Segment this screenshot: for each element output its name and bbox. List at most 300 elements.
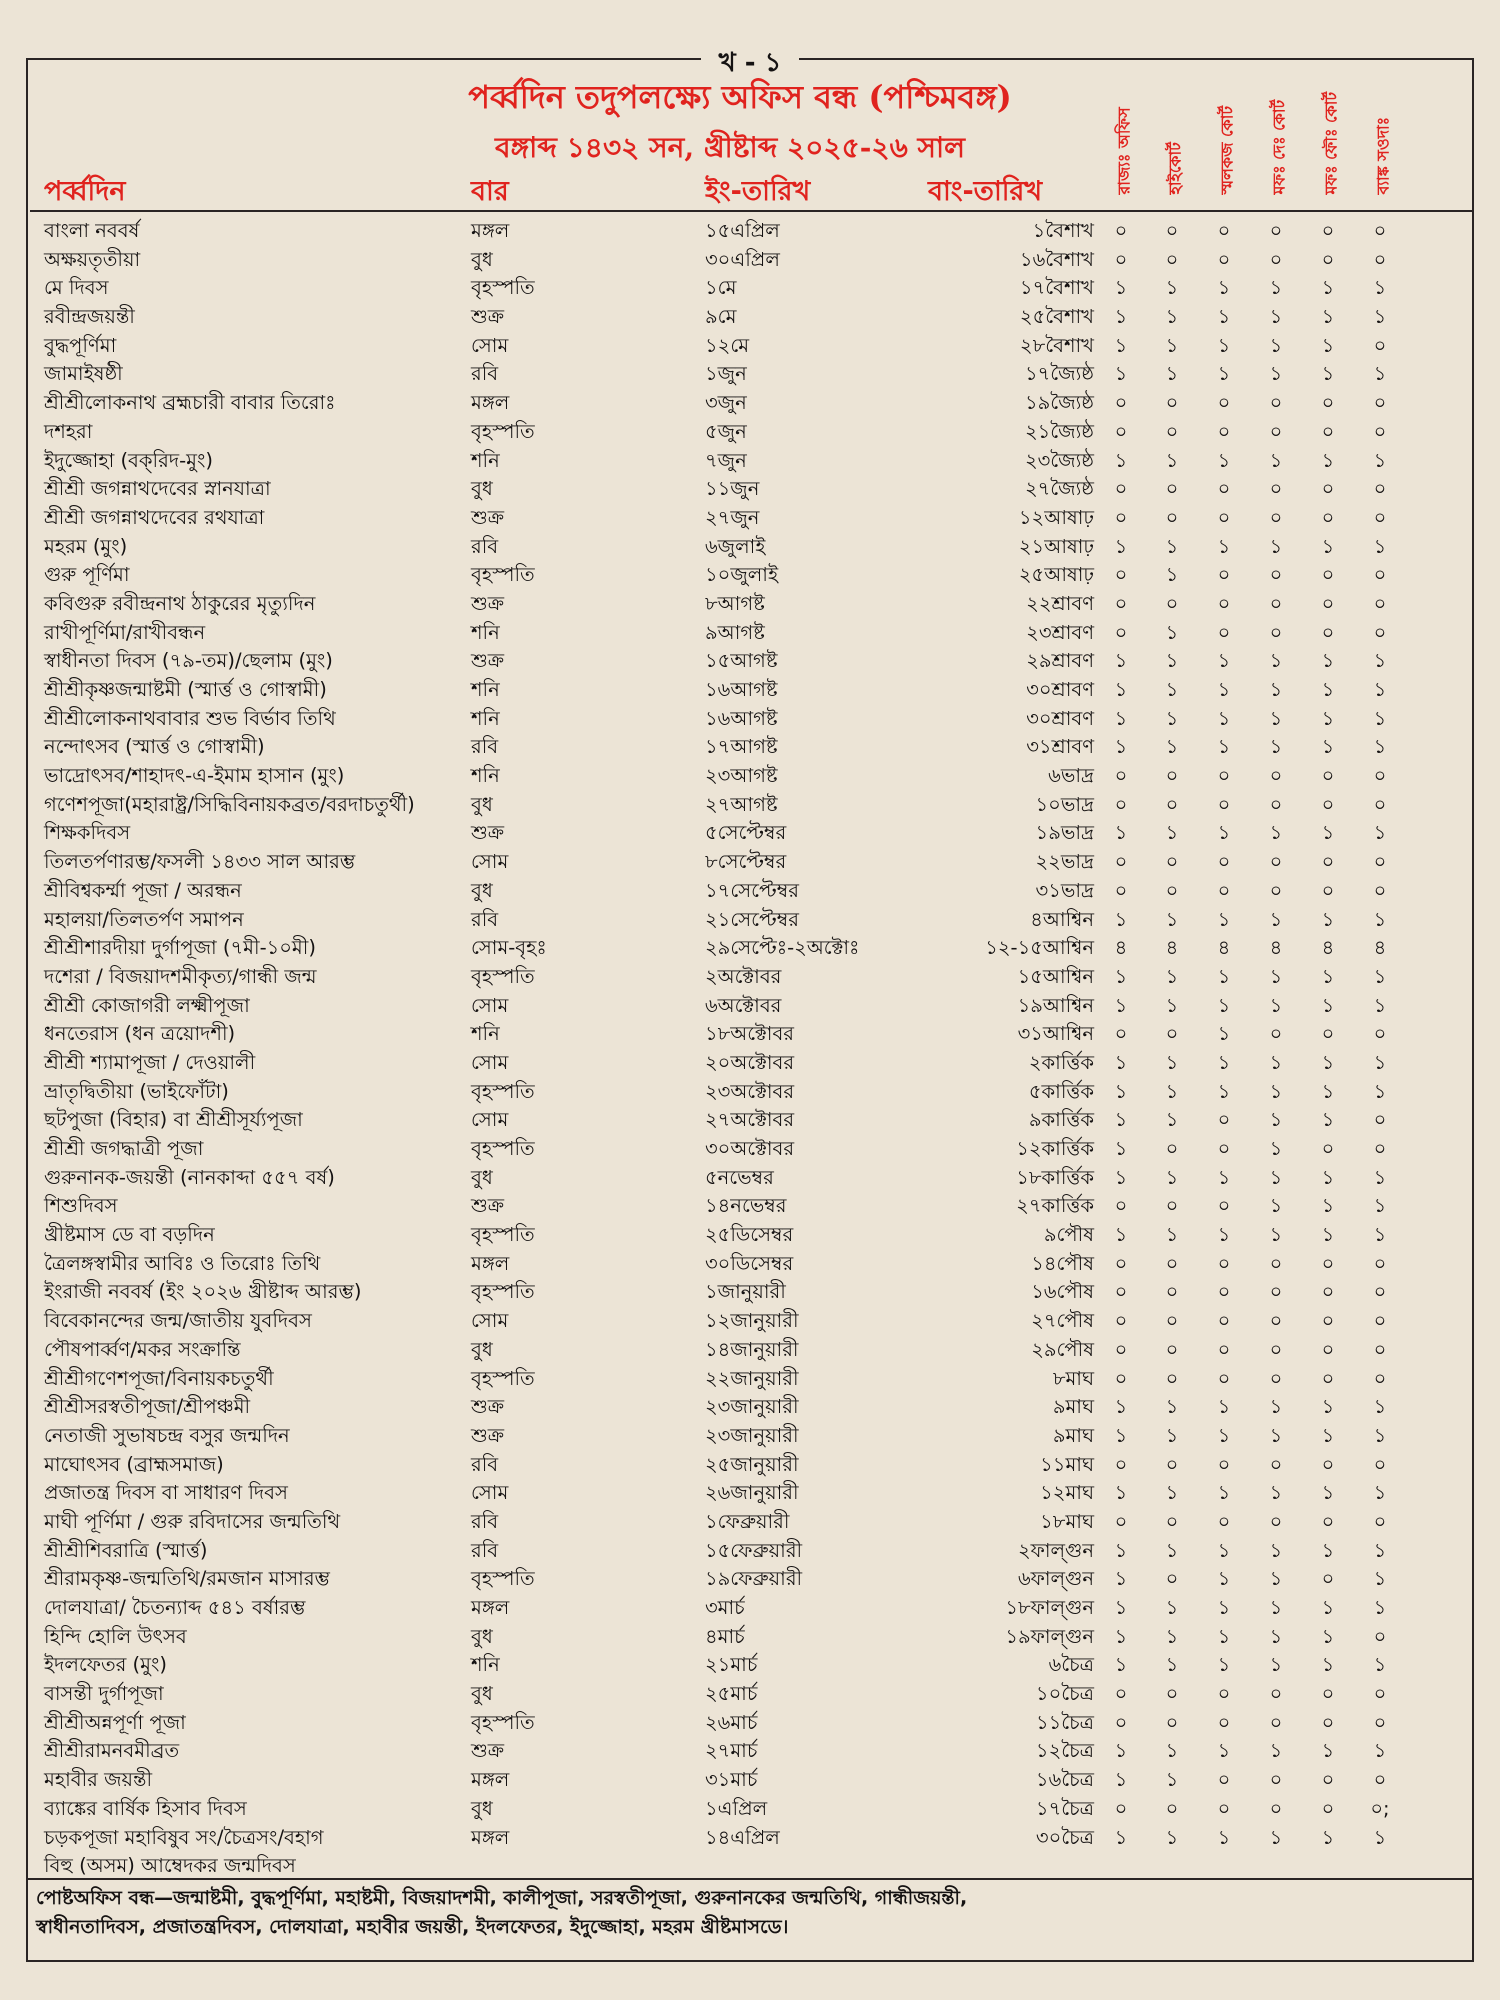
bengali-date: ৫কার্ত্তিক: [1028, 1079, 1094, 1103]
post-office-list-1: —জন্মাষ্টমী, বুদ্ধপূর্ণিমা, মহাষ্টমী, বিজয়াদশমী, কালীপূজা, সরস্বতীপূজা, গুরুনানকের জন্মতিথি, গান্ধীজয়ন্তী,: [154, 1887, 968, 1909]
festival-name: মহালয়া/তিলতর্পণ সমাপন: [44, 907, 244, 931]
bengali-date: ২২ভাদ্র: [1035, 850, 1094, 874]
english-date: ১মে: [705, 276, 737, 300]
holiday-flag: ০: [1373, 219, 1387, 242]
bengali-date: ৩০শ্রাবণ: [1026, 706, 1094, 730]
holiday-flag: ০: [1321, 1309, 1335, 1333]
holiday-flag: ৪: [1269, 936, 1283, 960]
english-date: ২৯সেপ্টেঃ-২অক্টোঃ: [705, 936, 860, 960]
post-office-label: পোষ্টঅফিস বন্ধ: [36, 1887, 155, 1909]
festival-name: শ্রীশ্রীরামনবমীব্রত: [44, 1739, 180, 1763]
holiday-flag: ১: [1217, 1423, 1231, 1447]
weekday: বৃহস্পতি: [471, 276, 535, 300]
holiday-flag: ০: [1114, 764, 1128, 788]
holiday-flag: ১: [1217, 1050, 1231, 1074]
weekday: সোম-বৃহঃ: [471, 936, 547, 960]
holiday-flag: ১: [1321, 534, 1335, 558]
weekday: বুধ: [471, 247, 493, 271]
holiday-flag: ১: [1114, 448, 1128, 472]
holiday-flag: ১: [1114, 534, 1128, 558]
holiday-flag: ০: [1373, 1337, 1387, 1361]
holiday-flag: ১: [1114, 649, 1128, 673]
holiday-flag: ১: [1165, 735, 1179, 759]
holiday-flag: ০: [1321, 419, 1335, 443]
holiday-flag: ০: [1217, 1366, 1231, 1390]
table-row: [0, 360, 1500, 389]
holiday-flag: ১: [1165, 649, 1179, 673]
holiday-flag: ১: [1373, 1050, 1387, 1074]
header-state-office: রাজ্যঃ অফিস: [1114, 107, 1134, 195]
holiday-flag: ১: [1321, 735, 1335, 759]
holiday-flag: ১: [1321, 993, 1335, 1017]
holiday-flag: ১: [1114, 735, 1128, 759]
weekday: শনি: [471, 1653, 500, 1677]
table-row: [0, 1680, 1500, 1709]
english-date: ২৭অক্টোবর: [705, 1108, 795, 1132]
holiday-flag: ০: [1373, 1768, 1387, 1792]
holiday-flag: ০: [1165, 1710, 1179, 1734]
table-row: [0, 217, 1500, 246]
weekday: শুক্র: [471, 1423, 505, 1447]
holiday-flag: ০: [1373, 1309, 1387, 1333]
english-date: ১জুন: [705, 362, 747, 386]
holiday-flag: ১: [1373, 1194, 1387, 1218]
festival-name: শ্রীশ্রী শ্যামাপূজা / দেওয়ালী: [44, 1050, 256, 1074]
holiday-flag: ০: [1114, 1509, 1128, 1533]
festival-name: দশহরা: [44, 419, 93, 443]
holiday-flag: ০: [1321, 1251, 1335, 1275]
holiday-flag: ১: [1321, 1050, 1335, 1074]
weekday: বুধ: [471, 477, 493, 501]
holiday-flag: ১: [1321, 1223, 1335, 1247]
header-divider: [30, 210, 1472, 212]
festival-name: শ্রীরামকৃষ্ণ-জন্মতিথি/রমজান মাসারম্ভ: [44, 1567, 330, 1591]
holiday-flag: ১: [1269, 1395, 1283, 1419]
holiday-flag: ১: [1321, 276, 1335, 300]
bengali-date: ১৯জ্যৈষ্ঠ: [1025, 391, 1094, 415]
weekday: শনি: [471, 448, 500, 472]
holiday-flag: ০: [1269, 764, 1283, 788]
english-date: ৬অক্টোবর: [705, 993, 782, 1017]
holiday-flag: ১: [1321, 1108, 1335, 1132]
festival-name: শ্রীশ্রীগণেশপূজা/বিনায়কচতুর্থী: [44, 1366, 274, 1390]
holiday-flag: ০: [1114, 1251, 1128, 1275]
weekday: শুক্র: [471, 649, 505, 673]
holiday-flag: ১: [1269, 1624, 1283, 1648]
weekday: শনি: [471, 706, 500, 730]
bengali-date: ১৬চৈত্র: [1035, 1768, 1094, 1792]
holiday-flag: ১: [1165, 1653, 1179, 1677]
english-date: ২৫ডিসেম্বর: [705, 1223, 794, 1247]
weekday: বৃহস্পতি: [471, 1079, 535, 1103]
holiday-flag: ১: [1114, 678, 1128, 701]
holiday-flag: ১: [1114, 1137, 1128, 1160]
english-date: ২১মার্চ: [705, 1653, 758, 1677]
table-row: [0, 447, 1500, 476]
english-date: ১৪নভেম্বর: [705, 1194, 787, 1218]
bengali-date: ১৮ফাল্গুন: [1005, 1596, 1094, 1619]
holiday-flag: ১: [1165, 1223, 1179, 1247]
holiday-flag: ০: [1217, 1682, 1231, 1706]
festival-name: ইদলফেতর (মুং): [44, 1653, 167, 1677]
festival-name: মাঘোৎসব (ব্রাহ্মসমাজ): [44, 1452, 224, 1476]
bengali-date: ২৫আষাঢ়: [1018, 563, 1094, 587]
holiday-flag: ১: [1165, 1050, 1179, 1074]
holiday-flag: ০: [1217, 1194, 1231, 1218]
holiday-flag: ১: [1114, 1423, 1128, 1447]
holiday-flag: ০: [1217, 505, 1231, 529]
holiday-flag: ১: [1217, 649, 1231, 673]
bengali-date: ১২আষাঢ়: [1018, 505, 1094, 529]
holiday-flag: ১: [1165, 1624, 1179, 1648]
holiday-flag: ০: [1114, 1710, 1128, 1734]
weekday: শনি: [471, 1022, 500, 1046]
holiday-flag: ০: [1373, 247, 1387, 271]
holiday-flag: ০: [1217, 878, 1231, 902]
holiday-table: [0, 217, 1500, 1881]
festival-name: বাংলা নববর্ষ: [44, 219, 140, 242]
holiday-flag: ১: [1165, 276, 1179, 300]
holiday-flag: ১: [1217, 276, 1231, 300]
holiday-flag: ১: [1321, 305, 1335, 329]
holiday-flag: ০: [1373, 764, 1387, 788]
holiday-flag: ১: [1217, 1653, 1231, 1677]
bengali-date: ২১আষাঢ়: [1018, 534, 1094, 558]
holiday-flag: ০: [1165, 1366, 1179, 1390]
festival-name: শ্রীশ্রী জগন্নাথদেবের রথযাত্রা: [44, 505, 265, 529]
table-row: [0, 533, 1500, 562]
holiday-flag: ০: [1321, 219, 1335, 242]
holiday-flag: ১: [1217, 964, 1231, 988]
holiday-flag: ১: [1269, 1825, 1283, 1849]
table-row: [0, 733, 1500, 762]
festival-name: মহরম (মুং): [44, 534, 128, 558]
holiday-flag: ০: [1114, 563, 1128, 587]
holiday-flag: ১: [1217, 1596, 1231, 1619]
holiday-flag: ১: [1373, 534, 1387, 558]
holiday-flag: ১: [1373, 1079, 1387, 1103]
table-row: [0, 1336, 1500, 1365]
holiday-flag: ১: [1321, 678, 1335, 701]
festival-name: শ্রীশ্রীসরস্বতীপূজা/শ্রীপঞ্চমী: [44, 1395, 251, 1419]
english-date: ২০অক্টোবর: [705, 1050, 795, 1074]
english-date: ১৮অক্টোবর: [705, 1022, 795, 1046]
holiday-flag: ১: [1269, 1423, 1283, 1447]
table-row: [0, 647, 1500, 676]
bengali-date: ১১মাঘ: [1040, 1452, 1094, 1476]
holiday-flag: ০: [1165, 1194, 1179, 1218]
holiday-flag: ১: [1165, 1538, 1179, 1562]
holiday-flag: ১: [1321, 649, 1335, 673]
table-row: [0, 1250, 1500, 1279]
festival-name: শ্রীবিশ্বকর্ম্মা পূজা / অরন্ধন: [44, 878, 242, 902]
holiday-flag: ০: [1114, 591, 1128, 615]
bengali-date: ১৯আশ্বিন: [1017, 993, 1094, 1017]
bengali-date: ২৩শ্রাবণ: [1026, 620, 1094, 644]
weekday: বুধ: [471, 1796, 493, 1820]
holiday-flag: ০: [1114, 1796, 1128, 1820]
holiday-flag: ১: [1321, 1481, 1335, 1505]
festival-name: ব্যাঙ্কের বার্ষিক হিসাব দিবস: [44, 1796, 247, 1820]
header-criminal-court: মফঃ ফৌঃ কোর্ট: [1321, 91, 1341, 195]
bengali-date: ১৬পৌষ: [1031, 1280, 1094, 1304]
holiday-flag: ৪: [1373, 936, 1387, 960]
bengali-date: ২৭জ্যৈষ্ঠ: [1024, 477, 1094, 501]
holiday-flag: ০: [1373, 477, 1387, 501]
holiday-flag: ১: [1217, 1481, 1231, 1505]
festival-name: শ্রীশ্রীলোকনাথবাবার শুভ বির্ভাব তিথি: [44, 706, 336, 730]
festival-name: ত্রৈলঙ্গস্বামীর আবিঃ ও তিরোঃ তিথি: [44, 1251, 321, 1275]
table-row: [0, 705, 1500, 734]
holiday-flag: ৪: [1321, 936, 1335, 960]
holiday-flag: ০: [1269, 591, 1283, 615]
festival-name: গুরুনানক-জয়ন্তী (নানকাব্দা ৫৫৭ বর্ষ): [44, 1165, 335, 1189]
weekday: রবি: [471, 1452, 499, 1476]
english-date: ৪মার্চ: [705, 1624, 745, 1648]
english-date: ১১জুন: [705, 477, 760, 501]
holiday-flag: ১: [1373, 1481, 1387, 1505]
festival-name: স্বাধীনতা দিবস (৭৯-তম)/ছেলাম (মুং): [44, 649, 333, 673]
english-date: ২৩অক্টোবর: [705, 1079, 795, 1103]
holiday-flag: ০: [1269, 850, 1283, 874]
holiday-flag: ১: [1165, 620, 1179, 644]
weekday: বৃহস্পতি: [471, 563, 535, 587]
festival-name: বুদ্ধপূর্ণিমা: [44, 333, 117, 357]
holiday-flag: ১: [1217, 1022, 1231, 1046]
weekday: সোম: [471, 993, 509, 1017]
holiday-flag: ০: [1217, 1251, 1231, 1275]
holiday-flag: ১: [1217, 907, 1231, 931]
bengali-date: ১৪পৌষ: [1031, 1251, 1094, 1275]
festival-name: নন্দোৎসব (স্মার্ত্ত ও গোস্বামী): [44, 735, 265, 759]
holiday-flag: ১: [1165, 563, 1179, 587]
holiday-flag: ০: [1165, 878, 1179, 902]
festival-name: তিলতর্পণারম্ভ/ফসলী ১৪৩৩ সাল আরম্ভ: [44, 850, 356, 874]
holiday-flag: ০: [1373, 1452, 1387, 1476]
table-row: [0, 877, 1500, 906]
holiday-flag: ১: [1217, 1223, 1231, 1247]
holiday-flag: ১: [1373, 1596, 1387, 1619]
table-row: [0, 1795, 1500, 1824]
holiday-flag: ০: [1217, 1137, 1231, 1160]
festival-name: ধনতেরাস (ধন ত্রয়োদশী): [44, 1022, 236, 1046]
table-row: [0, 1479, 1500, 1508]
holiday-flag: ০: [1269, 1796, 1283, 1820]
holiday-flag: ০: [1269, 1251, 1283, 1275]
weekday: বুধ: [471, 878, 493, 902]
holiday-flag: ০: [1321, 1337, 1335, 1361]
holiday-flag: ১: [1373, 678, 1387, 701]
holiday-flag: ০: [1321, 477, 1335, 501]
holiday-flag: ০: [1217, 764, 1231, 788]
holiday-flag: ১: [1165, 1481, 1179, 1505]
bengali-date: ৯মাঘ: [1052, 1395, 1094, 1419]
bengali-date: ১বৈশাখ: [1032, 219, 1094, 242]
holiday-flag: ০: [1321, 591, 1335, 615]
holiday-flag: ০: [1217, 1796, 1231, 1820]
holiday-flag: ০: [1217, 1309, 1231, 1333]
bengali-date: ২৭পৌষ: [1031, 1309, 1094, 1333]
holiday-flag: ০: [1165, 391, 1179, 415]
bengali-date: ৩১শ্রাবণ: [1026, 735, 1094, 759]
holiday-flag: ০: [1217, 1710, 1231, 1734]
table-row: [0, 1135, 1500, 1164]
weekday: সোম: [471, 333, 509, 357]
holiday-flag: ১: [1373, 276, 1387, 300]
holiday-flag: ৪: [1217, 936, 1231, 960]
table-row: [0, 1106, 1500, 1135]
english-date: ১২জানুয়ারী: [705, 1309, 799, 1333]
holiday-flag: ১: [1373, 1165, 1387, 1189]
weekday: রবি: [471, 534, 499, 558]
weekday: মঙ্গল: [471, 1596, 510, 1619]
table-row: [0, 303, 1500, 332]
holiday-flag: ১: [1114, 362, 1128, 386]
holiday-flag: ১: [1165, 333, 1179, 357]
bengali-date: ১২মাঘ: [1040, 1481, 1094, 1505]
bengali-date: ১২চৈত্র: [1035, 1739, 1094, 1763]
holiday-flag: ০: [1114, 1280, 1128, 1304]
festival-name: নেতাজী সুভাষচন্দ্র বসুর জন্মদিন: [44, 1423, 290, 1447]
weekday: শনি: [471, 764, 500, 788]
holiday-flag: ১: [1269, 1194, 1283, 1218]
bengali-date: ১৭জ্যৈষ্ঠ: [1024, 362, 1094, 386]
holiday-flag: ০: [1269, 1710, 1283, 1734]
bengali-date: ১৫আশ্বিন: [1017, 964, 1094, 988]
holiday-flag: ১: [1114, 821, 1128, 845]
holiday-flag: ০: [1165, 1682, 1179, 1706]
english-date: ১৪জানুয়ারী: [705, 1337, 799, 1361]
holiday-flag: ৪: [1165, 936, 1179, 960]
bengali-date: ৬চৈত্র: [1048, 1653, 1094, 1677]
holiday-flag: ০: [1165, 1309, 1179, 1333]
holiday-flag: ১: [1114, 1825, 1128, 1849]
bengali-date: ১৭বৈশাখ: [1019, 276, 1094, 300]
holiday-flag: ১: [1114, 1567, 1128, 1591]
bengali-date: ৬ফাল্গুন: [1017, 1567, 1094, 1591]
holiday-flag: ০: [1321, 247, 1335, 271]
holiday-flag: ১: [1165, 1739, 1179, 1763]
holiday-flag: ১: [1269, 448, 1283, 472]
weekday: বৃহস্পতি: [471, 1223, 535, 1247]
festival-name: মে দিবস: [44, 276, 109, 300]
holiday-flag: ১: [1165, 706, 1179, 730]
table-row: [0, 791, 1500, 820]
holiday-flag: ১: [1321, 1194, 1335, 1218]
weekday: রবি: [471, 1509, 499, 1533]
holiday-flag: ১: [1269, 276, 1283, 300]
weekday: সোম: [471, 1108, 509, 1132]
holiday-flag: ১: [1114, 1739, 1128, 1763]
weekday: বুধ: [471, 1682, 493, 1706]
holiday-flag: ১: [1165, 1165, 1179, 1189]
holiday-flag: ০: [1321, 764, 1335, 788]
holiday-flag: ১: [1217, 678, 1231, 701]
holiday-flag: ১: [1373, 735, 1387, 759]
holiday-flag: ১: [1321, 448, 1335, 472]
festival-name: শ্রীশ্রীঅন্নপূর্ণা পূজা: [44, 1710, 186, 1734]
holiday-flag: ১: [1114, 964, 1128, 988]
table-row: [0, 1537, 1500, 1566]
holiday-flag: ১: [1165, 678, 1179, 701]
table-row: [0, 963, 1500, 992]
header-festival: পর্ব্বদিন: [44, 176, 126, 207]
weekday: মঙ্গল: [471, 1768, 510, 1792]
weekday: রবি: [471, 1538, 499, 1562]
weekday: মঙ্গল: [471, 1251, 510, 1275]
holiday-flag: ১: [1373, 1223, 1387, 1247]
weekday: শুক্র: [471, 505, 505, 529]
table-row: [0, 934, 1500, 963]
holiday-flag: ০: [1269, 1366, 1283, 1390]
holiday-flag: ০: [1165, 247, 1179, 271]
holiday-flag: ০: [1114, 1194, 1128, 1218]
holiday-flag: ০: [1373, 505, 1387, 529]
holiday-flag: ১: [1269, 333, 1283, 357]
english-date: ১৫আগষ্ট: [705, 649, 778, 673]
holiday-flag: ১: [1269, 1739, 1283, 1763]
table-row: [0, 1164, 1500, 1193]
festival-name: শ্রীশ্রী জগদ্ধাত্রী পূজা: [44, 1137, 204, 1160]
holiday-flag: ১: [1165, 907, 1179, 931]
festival-name: গণেশপূজা(মহারাষ্ট্র/সিদ্ধিবিনায়কব্রত/বরদাচতুর্থী): [44, 792, 415, 816]
english-date: ২২জানুয়ারী: [705, 1366, 799, 1390]
holiday-flag: ১: [1269, 678, 1283, 701]
bengali-date: ২১জ্যৈষ্ঠ: [1024, 419, 1094, 443]
weekday: বুধ: [471, 1337, 493, 1361]
weekday: বৃহস্পতি: [471, 964, 535, 988]
holiday-flag: ১: [1165, 993, 1179, 1017]
holiday-flag: ১: [1269, 1079, 1283, 1103]
holiday-flag: ১: [1373, 1739, 1387, 1763]
holiday-flag: ১: [1373, 649, 1387, 673]
holiday-flag: ০: [1114, 1452, 1128, 1476]
holiday-flag: ০: [1269, 391, 1283, 415]
holiday-flag: ০: [1373, 1280, 1387, 1304]
holiday-flag: ০: [1114, 219, 1128, 242]
table-row: [0, 1049, 1500, 1078]
table-row: [0, 1623, 1500, 1652]
page-subtitle: বঙ্গাব্দ ১৪৩২ সন, খ্রীষ্টাব্দ ২০২৫-২৬ সাল: [494, 131, 966, 164]
weekday: মঙ্গল: [471, 391, 510, 415]
holiday-flag: ১: [1321, 1165, 1335, 1189]
holiday-flag: ০: [1321, 1452, 1335, 1476]
holiday-flag: ১: [1217, 735, 1231, 759]
table-row: [0, 418, 1500, 447]
bengali-date: ১৮মাঘ: [1040, 1509, 1094, 1533]
holiday-flag: ১: [1321, 1596, 1335, 1619]
holiday-flag: ০: [1373, 591, 1387, 615]
festival-name: ইদুজ্জোহা (বক্‌রিদ-মুং): [44, 448, 213, 472]
holiday-flag: ১: [1114, 305, 1128, 329]
festival-name: দোলযাত্রা/ চৈতন্যাব্দ ৫৪১ বর্ষারম্ভ: [44, 1596, 306, 1619]
holiday-flag: ০: [1321, 1022, 1335, 1046]
bengali-date: ২৯পৌষ: [1031, 1337, 1094, 1361]
holiday-flag: ১: [1165, 964, 1179, 988]
holiday-flag: ১: [1373, 448, 1387, 472]
holiday-flag: ১: [1321, 1079, 1335, 1103]
holiday-flag: ০: [1269, 505, 1283, 529]
bengali-date: ২২শ্রাবণ: [1026, 591, 1094, 615]
holiday-flag: ০: [1373, 333, 1387, 357]
english-date: ৯আগষ্ট: [705, 620, 765, 644]
holiday-flag: ০: [1217, 850, 1231, 874]
holiday-flag: ০: [1165, 850, 1179, 874]
weekday: বৃহস্পতি: [471, 1567, 535, 1591]
table-row: [0, 1221, 1500, 1250]
weekday: বৃহস্পতি: [471, 1366, 535, 1390]
post-office-note: [36, 1884, 1466, 1942]
